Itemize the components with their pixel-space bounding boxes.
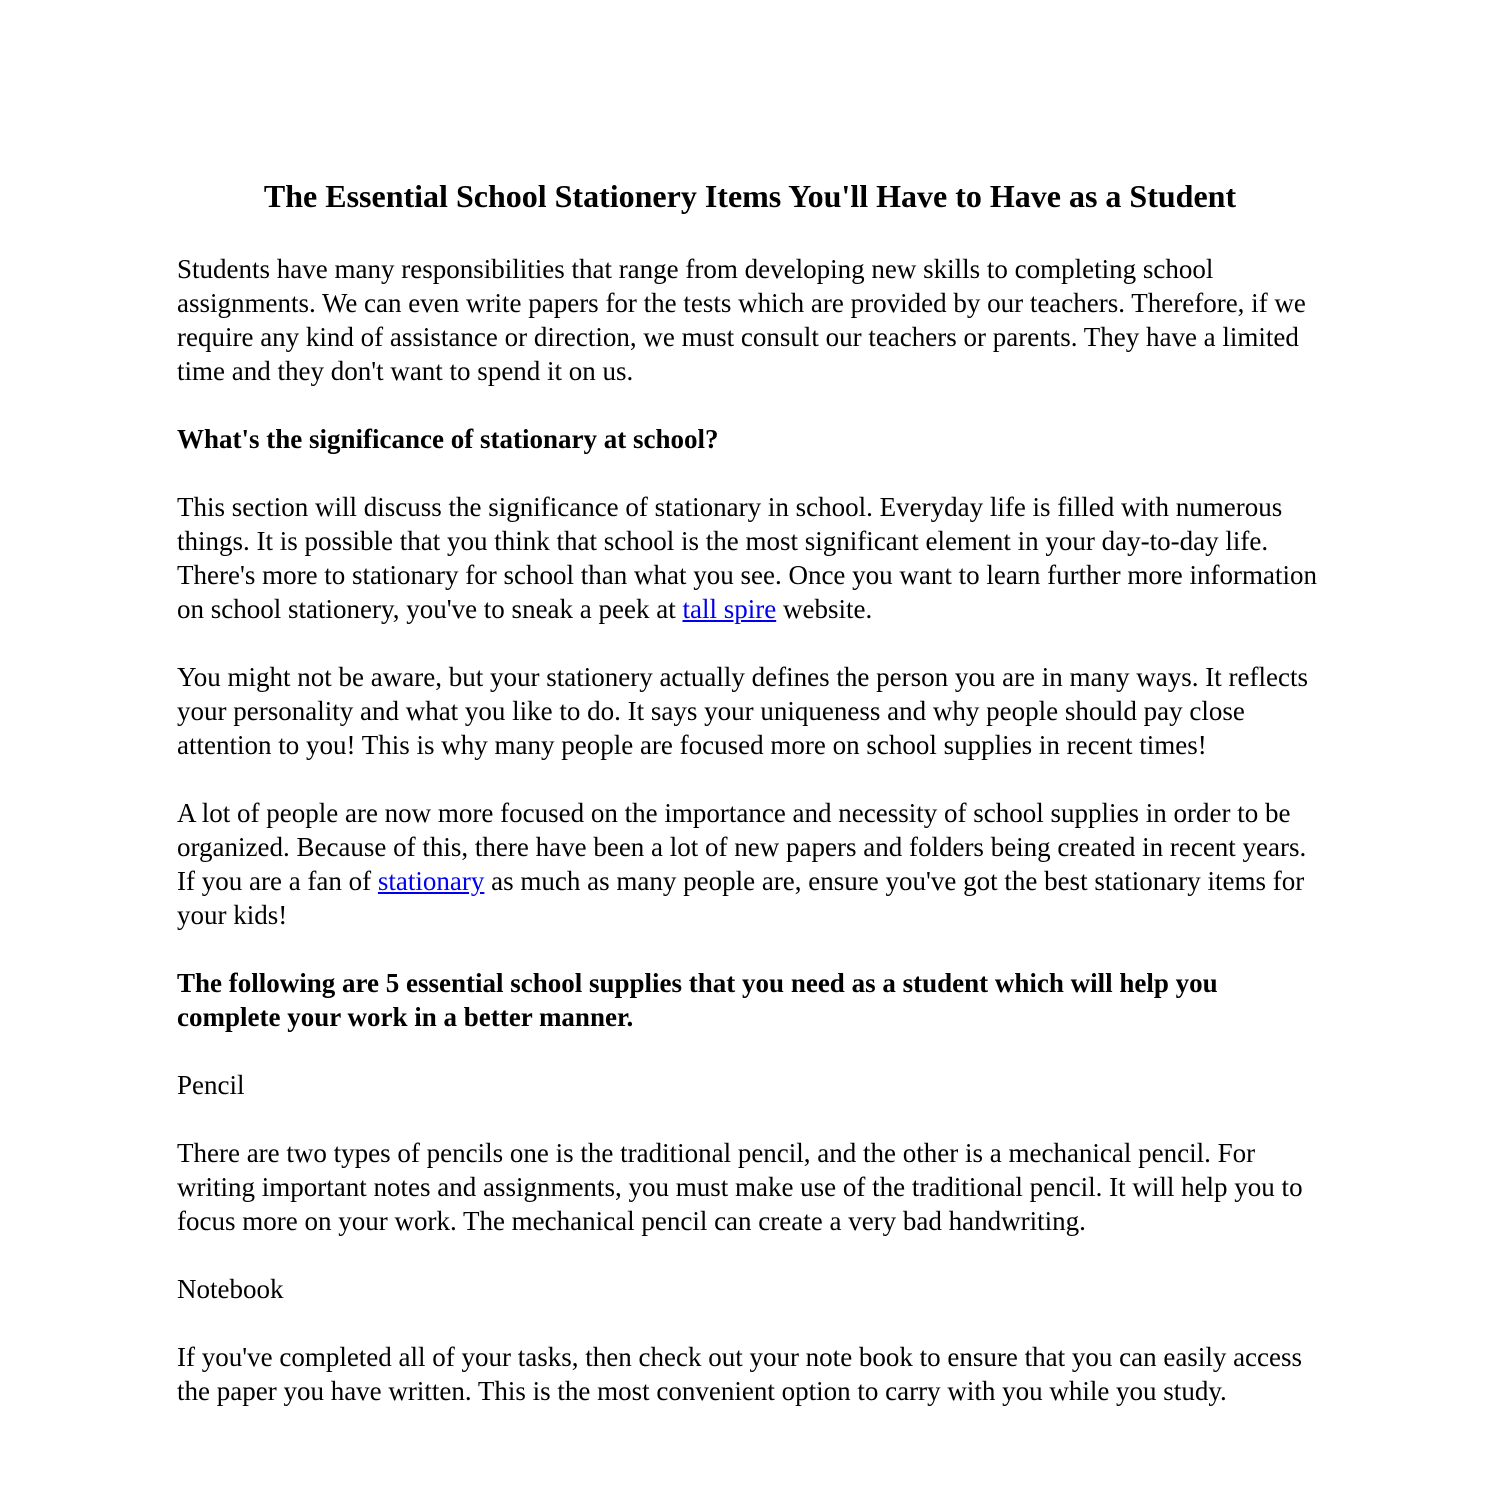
- intro-paragraph: Students have many responsibilities that range from developing new skills to completing school assignments. We can even write papers for the tests which are provided by our teachers. Therefore, if we require any kind of assistance or direction, we must consult our teachers or parents. They have a limited time and they don't want to spend it on us.: [177, 254, 1306, 386]
- document-title: The Essential School Stationery Items You'll Have to Have as a Student: [263, 178, 1237, 214]
- pencil-paragraph: There are two types of pencils one is the traditional pencil, and the other is a mechanical pencil. For writing important notes and assignments, you must make use of the traditional pencil. It will help you to focus more on your work. The mechanical pencil can create a very bad handwriting.: [177, 1138, 1303, 1236]
- supplies-list-heading: The following are 5 essential school supplies that you need as a student which will help you complete your work in a better manner.: [177, 968, 1218, 1032]
- significance-text-before-link: This section will discuss the significance of stationary in school. Everyday life is filled with numerous things. It is possible that you think that school is the most significant element in your day-to-day life. There's more to stationary for school than what you see. Once you want to learn further more information on school stationery, you've to sneak a peek at: [177, 492, 1318, 624]
- notebook-heading: Notebook: [177, 1274, 284, 1304]
- tall-spire-link[interactable]: tall spire: [682, 594, 777, 624]
- organized-paragraph: [177, 796, 1327, 932]
- organized-text-after-link: as much as many people are, ensure you've got the best stationary items for your kids!: [177, 866, 1305, 930]
- stationary-link[interactable]: stationary: [377, 866, 485, 896]
- personality-paragraph: You might not be aware, but your stationery actually defines the person you are in many ways. It reflects your personality and what you like to do. It says your uniqueness and why people should pay close attention to you! This is why many people are focused more on school supplies in recent times!: [177, 662, 1308, 760]
- significance-paragraph: [177, 490, 1327, 626]
- pencil-heading: Pencil: [177, 1070, 245, 1100]
- significance-heading: What's the significance of stationary at school?: [177, 424, 719, 454]
- notebook-paragraph: If you've completed all of your tasks, then check out your note book to ensure that you can easily access the paper you have written. This is the most convenient option to carry with you while you study.: [177, 1342, 1303, 1406]
- document-body: [177, 174, 1327, 1442]
- organized-text-before-link: A lot of people are now more focused on the importance and necessity of school supplies in order to be organized. Because of this, there have been a lot of new papers and folders being created in recent years. If you are a fan of: [177, 798, 1307, 896]
- significance-text-after-link: website.: [776, 594, 873, 624]
